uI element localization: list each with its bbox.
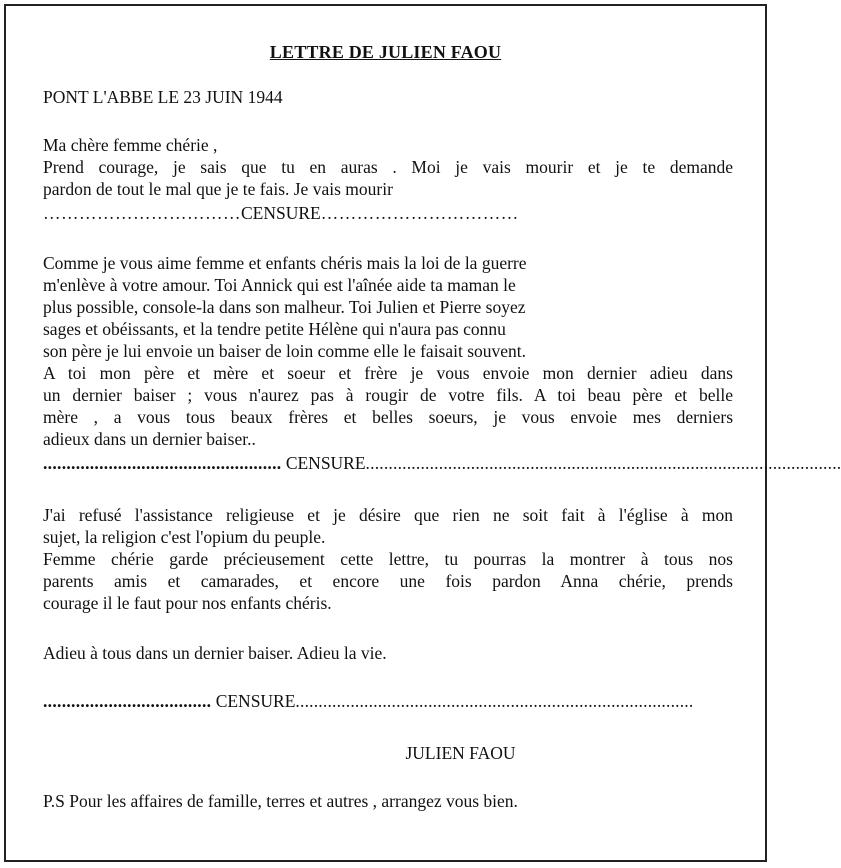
paragraph2-line: sages et obéissants, et la tendre petite Hélène qui n'aura pas connu — [43, 319, 506, 339]
paragraph3-line: sujet, la religion c'est l'opium du peuple. — [43, 527, 326, 547]
paragraph2-line: mère , a vous tous beaux frères et belles soeurs, je vous envoie mes derniers — [43, 407, 733, 427]
paragraph2-line: m'enlève à votre amour. Toi Annick qui est l'aînée aide ta maman le — [43, 275, 516, 295]
paragraph3-line: courage il le faut pour nos enfants chéris. — [43, 593, 332, 613]
letter-title: LETTRE DE JULIEN FAOU — [269, 42, 502, 62]
censure-dots-after: …………………………… — [320, 203, 519, 223]
signature: JULIEN FAOU — [405, 743, 516, 763]
censure-dots-before: ................................................... — [43, 453, 282, 473]
paragraph3-line: J'ai refusé l'assistance religieuse et je désire que rien ne soit fait à l'église à mon — [43, 505, 733, 525]
censure-dots-after: ........................................................................................................ — [365, 453, 841, 473]
paragraph2-line: Comme je vous aime femme et enfants chéris mais la loi de la guerre — [43, 253, 527, 273]
paragraph2-line: un dernier baiser ; vous n'aurez pas à rougir de votre fils. A toi beau père et belle — [43, 385, 733, 405]
censure-dots-before: …………………………… — [43, 203, 241, 223]
postscript: P.S Pour les affaires de famille, terres et autres , arrangez vous bien. — [43, 791, 518, 811]
censure-label: CENSURE — [241, 203, 321, 223]
paragraph2-line: son père je lui envoie un baiser de loin comme elle le faisait souvent. — [43, 341, 527, 361]
censure-block-3 — [43, 690, 693, 712]
censure-label: CENSURE — [285, 453, 366, 473]
place-date: PONT L'ABBE LE 23 JUIN 1944 — [43, 87, 283, 107]
paragraph3-line: Femme chérie garde précieusement cette lettre, tu pourras la montrer à tous nos — [43, 549, 733, 569]
censure-dots-before: .................................... — [43, 691, 212, 711]
farewell: Adieu à tous dans un dernier baiser. Adieu la vie. — [43, 643, 387, 663]
paragraph2-line: adieux dans un dernier baiser.. — [43, 429, 256, 449]
paragraph2-line: plus possible, console-la dans son malheur. Toi Julien et Pierre soyez — [43, 297, 526, 317]
censure-dots-after: ....................................................................................... — [295, 691, 694, 711]
censure-label: CENSURE — [215, 691, 296, 711]
censure-block-1 — [43, 202, 519, 224]
paragraph1-line2: pardon de tout le mal que je te fais. Je vais mourir — [43, 179, 393, 199]
salutation: Ma chère femme chérie , — [43, 135, 218, 155]
paragraph3-line: parents amis et camarades, et encore une fois pardon Anna chérie, prends — [43, 571, 733, 591]
letter-page — [4, 4, 841, 862]
paragraph2-line: A toi mon père et mère et soeur et frère je vous envoie mon dernier adieu dans — [43, 363, 733, 383]
censure-block-2 — [43, 452, 841, 474]
paragraph1-line1: Prend courage, je sais que tu en auras . Moi je vais mourir et je te demande — [43, 157, 733, 177]
